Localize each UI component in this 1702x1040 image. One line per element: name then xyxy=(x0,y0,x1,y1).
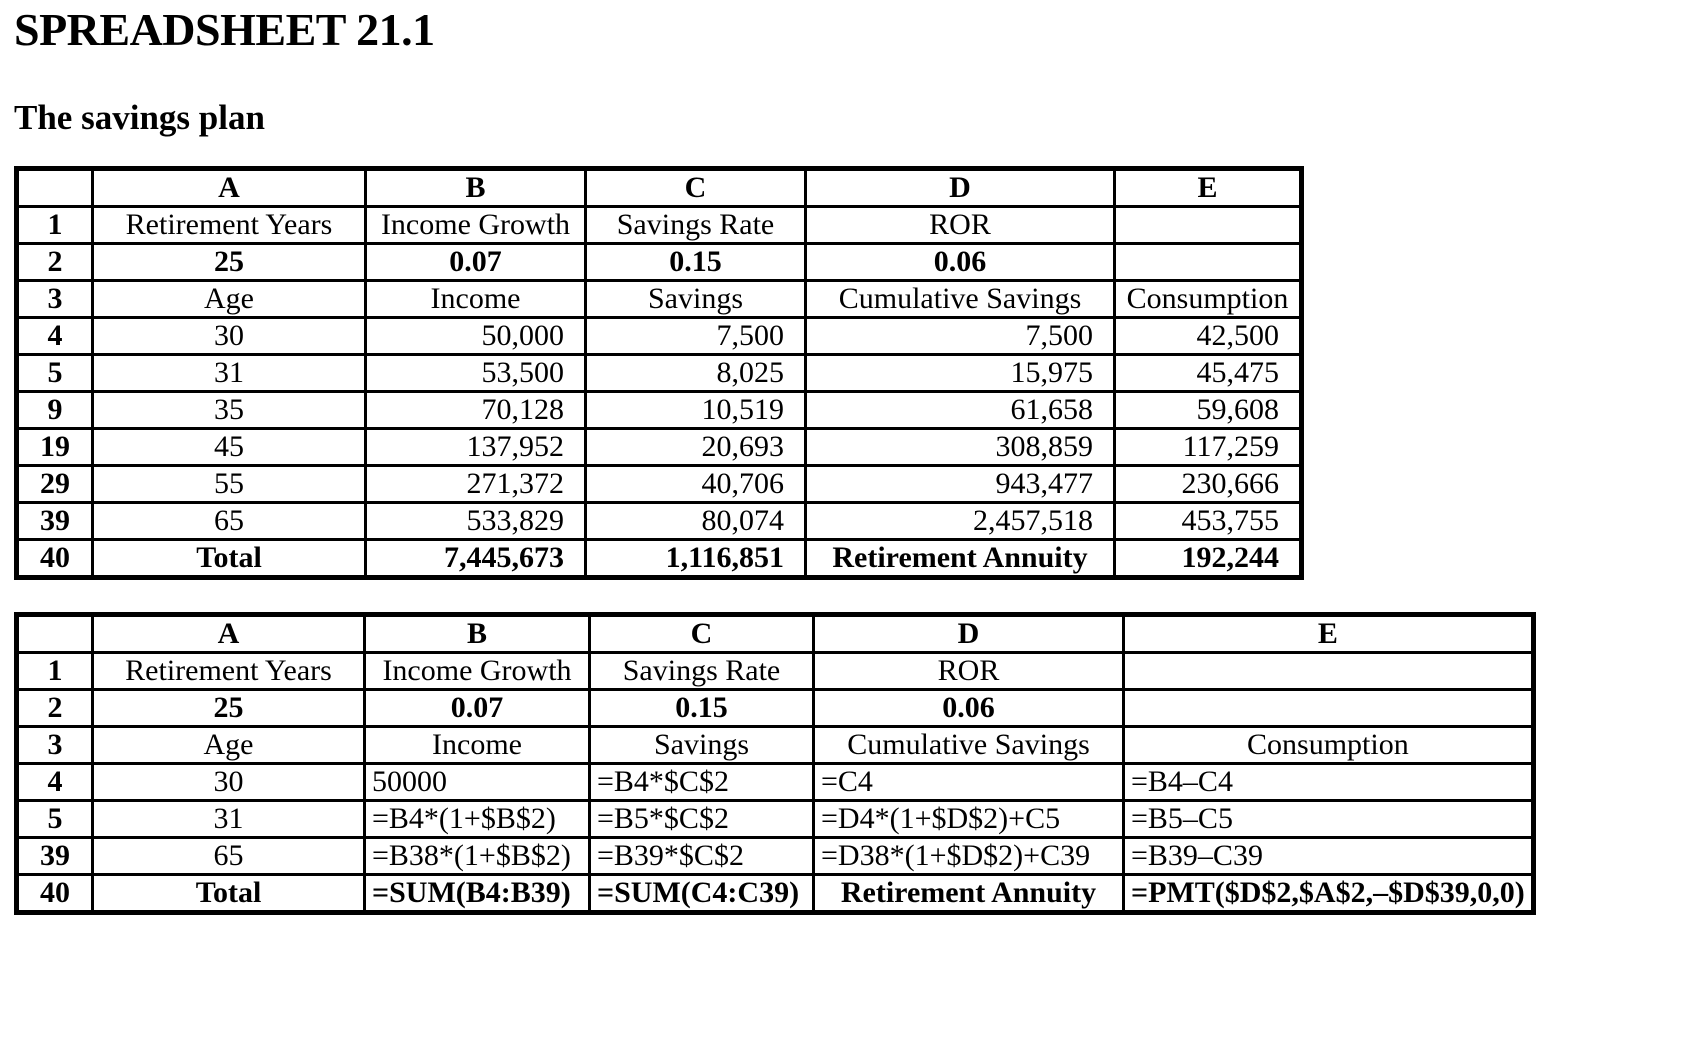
table-cell xyxy=(1124,690,1534,727)
page-subtitle: The savings plan xyxy=(14,98,265,137)
table-cell: Total xyxy=(93,875,365,913)
table-cell: Income Growth xyxy=(366,207,586,244)
table-row xyxy=(17,838,1534,875)
table-cell: 7,500 xyxy=(586,318,806,355)
table-cell: 0.07 xyxy=(365,690,590,727)
table-cell: Retirement Annuity xyxy=(814,875,1124,913)
column-header: E xyxy=(1115,169,1302,207)
table-cell: Cumulative Savings xyxy=(814,727,1124,764)
row-number: 40 xyxy=(17,540,93,578)
table-cell: =D4*(1+$D$2)+C5 xyxy=(814,801,1124,838)
table-cell: Savings xyxy=(586,281,806,318)
table-cell: ROR xyxy=(814,653,1124,690)
table-row xyxy=(17,503,1302,540)
row-number: 5 xyxy=(17,801,93,838)
table-cell: Retirement Years xyxy=(93,653,365,690)
table-cell: 70,128 xyxy=(366,392,586,429)
table-row xyxy=(17,355,1302,392)
table-cell: 8,025 xyxy=(586,355,806,392)
table-cell: Retirement Annuity xyxy=(806,540,1115,578)
table-cell: Income xyxy=(366,281,586,318)
table-cell xyxy=(1115,244,1302,281)
table-row xyxy=(17,875,1534,913)
table-cell: Cumulative Savings xyxy=(806,281,1115,318)
table-cell: 45,475 xyxy=(1115,355,1302,392)
column-header: B xyxy=(365,615,590,653)
values-spreadsheet xyxy=(14,166,1304,580)
row-number: 3 xyxy=(17,281,93,318)
table-row xyxy=(17,764,1534,801)
table-cell: 50000 xyxy=(365,764,590,801)
table-cell: 2,457,518 xyxy=(806,503,1115,540)
column-header: B xyxy=(366,169,586,207)
table-cell: 0.07 xyxy=(366,244,586,281)
table-cell: 25 xyxy=(93,244,366,281)
table-row xyxy=(17,727,1534,764)
table-cell: =B4*(1+$B$2) xyxy=(365,801,590,838)
row-number: 2 xyxy=(17,690,93,727)
table-cell: 271,372 xyxy=(366,466,586,503)
table-cell: 7,445,673 xyxy=(366,540,586,578)
column-header: A xyxy=(93,169,366,207)
table-row xyxy=(17,244,1302,281)
column-header: E xyxy=(1124,615,1534,653)
table-cell: 61,658 xyxy=(806,392,1115,429)
table-cell: 117,259 xyxy=(1115,429,1302,466)
table-cell: 0.06 xyxy=(806,244,1115,281)
table-row xyxy=(17,690,1534,727)
table-cell: 453,755 xyxy=(1115,503,1302,540)
table-cell: 10,519 xyxy=(586,392,806,429)
table-cell: 25 xyxy=(93,690,365,727)
table-cell: =SUM(B4:B39) xyxy=(365,875,590,913)
table-cell: 30 xyxy=(93,764,365,801)
row-number: 3 xyxy=(17,727,93,764)
table-cell: =C4 xyxy=(814,764,1124,801)
table-row xyxy=(17,466,1302,503)
table-cell: 15,975 xyxy=(806,355,1115,392)
table-cell: Total xyxy=(93,540,366,578)
table-cell: =SUM(C4:C39) xyxy=(590,875,814,913)
table-cell: =B5*$C$2 xyxy=(590,801,814,838)
table-cell: =PMT($D$2,$A$2,–$D$39,0,0) xyxy=(1124,875,1534,913)
table-cell: 65 xyxy=(93,838,365,875)
table-row xyxy=(17,207,1302,244)
table-cell: Consumption xyxy=(1124,727,1534,764)
table-cell: 192,244 xyxy=(1115,540,1302,578)
table-cell: =B39–C39 xyxy=(1124,838,1534,875)
table-cell: 55 xyxy=(93,466,366,503)
row-number: 9 xyxy=(17,392,93,429)
table-cell: =B4–C4 xyxy=(1124,764,1534,801)
column-header: C xyxy=(590,615,814,653)
table-cell: =B39*$C$2 xyxy=(590,838,814,875)
table-cell: 65 xyxy=(93,503,366,540)
table-cell: =B4*$C$2 xyxy=(590,764,814,801)
row-number: 4 xyxy=(17,318,93,355)
column-header: D xyxy=(814,615,1124,653)
table-cell: Savings Rate xyxy=(586,207,806,244)
table-row xyxy=(17,318,1302,355)
row-number: 29 xyxy=(17,466,93,503)
table-cell: 0.15 xyxy=(590,690,814,727)
table-row xyxy=(17,429,1302,466)
table-cell: =B38*(1+$B$2) xyxy=(365,838,590,875)
table-cell xyxy=(1115,207,1302,244)
table-cell: 533,829 xyxy=(366,503,586,540)
corner-cell xyxy=(17,169,93,207)
formulas-spreadsheet-body xyxy=(17,615,1534,913)
table-row xyxy=(17,281,1302,318)
row-number: 40 xyxy=(17,875,93,913)
page-title: SPREADSHEET 21.1 xyxy=(14,4,435,55)
table-cell: 943,477 xyxy=(806,466,1115,503)
table-cell: Savings Rate xyxy=(590,653,814,690)
table-cell: 31 xyxy=(93,355,366,392)
table-cell: 31 xyxy=(93,801,365,838)
table-cell: 308,859 xyxy=(806,429,1115,466)
table-cell xyxy=(1124,653,1534,690)
table-cell: 35 xyxy=(93,392,366,429)
table-cell: 50,000 xyxy=(366,318,586,355)
row-number: 39 xyxy=(17,503,93,540)
row-number: 4 xyxy=(17,764,93,801)
table-cell: =D38*(1+$D$2)+C39 xyxy=(814,838,1124,875)
table-row xyxy=(17,653,1534,690)
table-cell: Retirement Years xyxy=(93,207,366,244)
table-cell: Income Growth xyxy=(365,653,590,690)
table-cell: 53,500 xyxy=(366,355,586,392)
row-number: 39 xyxy=(17,838,93,875)
table-cell: 45 xyxy=(93,429,366,466)
values-spreadsheet-body xyxy=(17,169,1302,578)
table-cell: 20,693 xyxy=(586,429,806,466)
column-header-row xyxy=(17,169,1302,207)
table-cell: ROR xyxy=(806,207,1115,244)
table-cell: 59,608 xyxy=(1115,392,1302,429)
table-cell: Consumption xyxy=(1115,281,1302,318)
row-number: 1 xyxy=(17,207,93,244)
table-cell: Age xyxy=(93,281,366,318)
table-cell: 0.15 xyxy=(586,244,806,281)
table-cell: 40,706 xyxy=(586,466,806,503)
table-row xyxy=(17,540,1302,578)
table-cell: 42,500 xyxy=(1115,318,1302,355)
column-header: C xyxy=(586,169,806,207)
row-number: 1 xyxy=(17,653,93,690)
corner-cell xyxy=(17,615,93,653)
table-row xyxy=(17,392,1302,429)
table-cell: 230,666 xyxy=(1115,466,1302,503)
row-number: 2 xyxy=(17,244,93,281)
table-cell: Age xyxy=(93,727,365,764)
column-header: A xyxy=(93,615,365,653)
row-number: 5 xyxy=(17,355,93,392)
table-cell: 7,500 xyxy=(806,318,1115,355)
column-header: D xyxy=(806,169,1115,207)
table-cell: =B5–C5 xyxy=(1124,801,1534,838)
column-header-row xyxy=(17,615,1534,653)
table-cell: 80,074 xyxy=(586,503,806,540)
table-cell: 1,116,851 xyxy=(586,540,806,578)
table-cell: Savings xyxy=(590,727,814,764)
table-cell: 30 xyxy=(93,318,366,355)
table-row xyxy=(17,801,1534,838)
table-cell: 0.06 xyxy=(814,690,1124,727)
formulas-spreadsheet xyxy=(14,612,1536,915)
row-number: 19 xyxy=(17,429,93,466)
table-cell: Income xyxy=(365,727,590,764)
table-cell: 137,952 xyxy=(366,429,586,466)
